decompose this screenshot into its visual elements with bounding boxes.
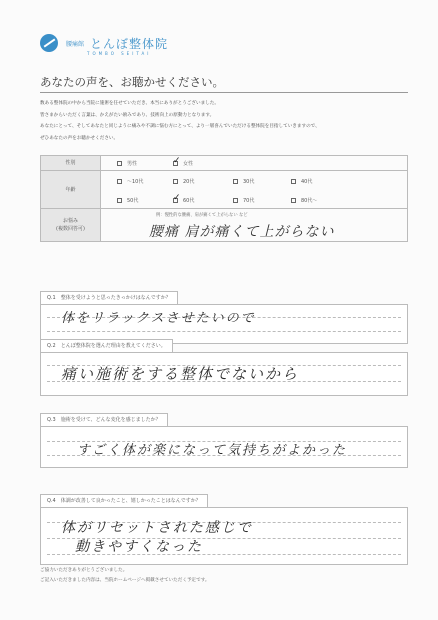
handwritten-answer: 体をリラックスさせたいので (61, 311, 256, 326)
age-row (41, 171, 407, 209)
checkbox[interactable] (117, 161, 122, 166)
age-option[interactable]: 30代 (233, 178, 254, 185)
age-option[interactable]: 50代 (117, 197, 138, 204)
info-table (40, 155, 408, 242)
checkmark-icon: ✓ (173, 193, 181, 203)
intro-text (40, 98, 408, 144)
age-option[interactable]: 70代 (233, 197, 254, 204)
intro-line: あなたにとって、そしてあなたと同じように痛みや不調に悩む方にとって、より一層喜んでいただける整体院を目指していきますので、 (40, 124, 320, 130)
clinic-logo (40, 34, 168, 52)
gender-option-male[interactable]: 男性 (117, 160, 137, 167)
age-label: 年齢 (41, 171, 101, 208)
intro-line: ぜひあなたの声をお聴かせください。 (40, 135, 119, 141)
footer-note: ご協力いただきありがとうございました。 ご記入いただきました内容は、当院ホームページへ掲載させていただく予定です。 (40, 568, 210, 583)
answer-box[interactable] (40, 507, 408, 565)
gender-label: 性別 (41, 156, 101, 170)
logo-subtitle: 腰痛館 (66, 40, 85, 48)
answer-box[interactable] (40, 352, 408, 396)
logo-english: TOMBO SEITAI (87, 51, 152, 56)
age-option[interactable]: 40代 (291, 178, 312, 185)
worries-row (41, 209, 407, 241)
checkmark-icon: ✓ (173, 156, 181, 166)
question-4 (40, 487, 408, 565)
worries-example: 例：慢性的な腰痛、肩が痛くて上がらない など (156, 213, 248, 218)
intro-line: 皆さまからいただく言葉は、かえがたい励みであり、技術向上の原動力となります。 (40, 112, 215, 118)
age-option[interactable]: 〜10代 (117, 178, 143, 185)
handwritten-answer: 痛い施術をする整体でないから (61, 365, 300, 383)
question-label: Q.1 整体を受けようと思ったきっかけはなんですか？ (40, 291, 178, 304)
gender-option-female[interactable]: ✓ 女性 (173, 156, 194, 167)
handwritten-answer: すごく体が楽になって気持ちがよかった (77, 443, 348, 458)
question-label: Q.2 とんぼ整体院を選んだ理由を教えてください。 (40, 339, 173, 352)
title-divider (40, 92, 408, 93)
age-option-checked[interactable]: ✓ 60代 (173, 193, 195, 204)
worries-label: お悩み (複数回答可) (41, 209, 101, 241)
gender-row (41, 156, 407, 171)
question-3 (40, 406, 408, 468)
page-title: あなたの声を、お聴かせください。 (40, 75, 224, 89)
handwritten-answer-line-1: 体がリセットされた感じで (61, 520, 253, 536)
checkbox[interactable] (173, 156, 181, 166)
answer-box[interactable] (40, 426, 408, 468)
question-2 (40, 332, 408, 396)
logo-name: とんぼ整体院 (90, 36, 169, 51)
worries-answer[interactable]: 腰痛 肩が痛くて上がらない (149, 224, 335, 240)
age-option[interactable]: 80代〜 (291, 197, 317, 204)
question-label: Q.4 体調が改善して良かったこと、嬉しかったことはなんですか？ (40, 494, 208, 507)
question-label: Q.3 施術を受けて、どんな変化を感じましたか？ (40, 413, 168, 426)
dragonfly-icon (40, 34, 58, 52)
age-option[interactable]: 20代 (173, 178, 194, 185)
handwritten-answer-line-2: 動きやすくなった (75, 539, 203, 555)
intro-line: 数ある整体院の中から当院に施術を任せていただき、本当にありがとうございました。 (40, 101, 219, 106)
